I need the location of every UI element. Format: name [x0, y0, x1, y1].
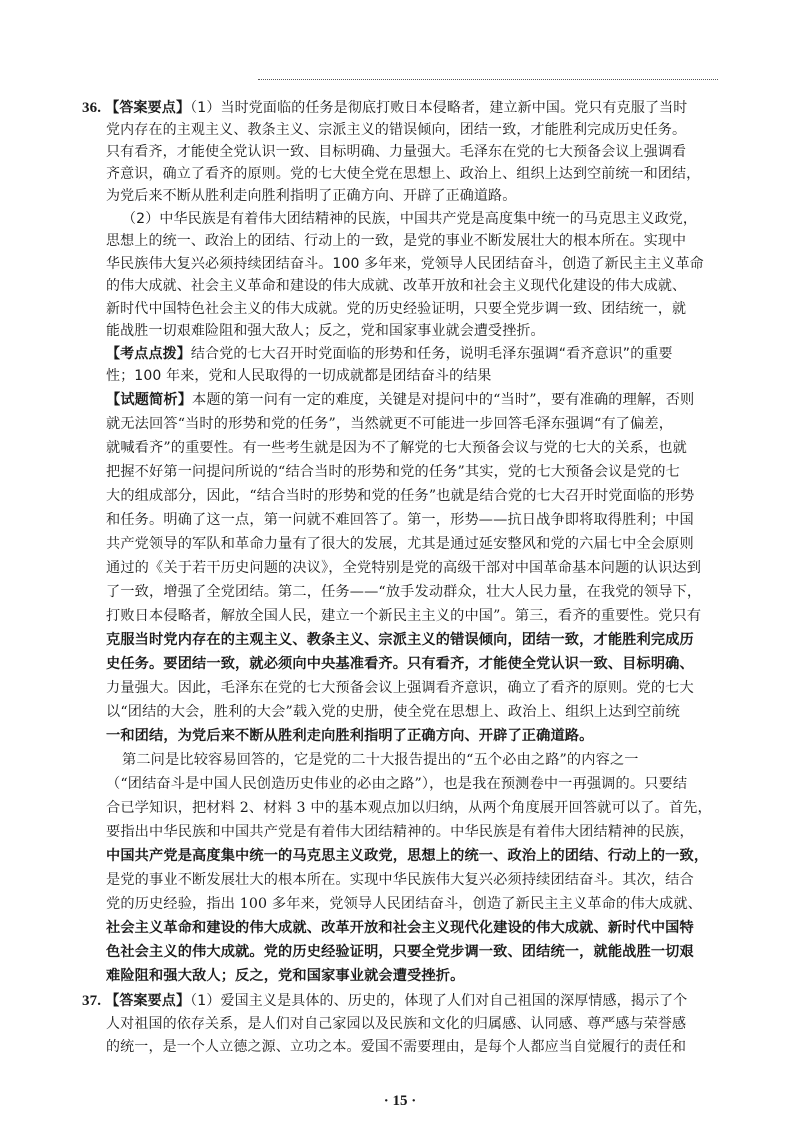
q36-answer-line: 新时代中国特色社会主义的伟大成就。党的历史经验证明，只要全党步调一致、团结统一，就 [106, 301, 687, 317]
q36-analysis-line: （“团结奋斗是中国人民创造历史伟业的必由之路”），也是我在预测卷中一再强调的。只要结 [106, 776, 688, 792]
q36-answer-line: 能战胜一切艰难险阻和强大敌人；反之，党和国家事业就会遭受挫折。 [106, 323, 545, 339]
q36-analysis-line: 打败日本侵略者，解放全国人民，建立一个新民主主义的中国”。第三，看齐的重要性。党只有 [106, 608, 702, 624]
q36-point-line-1: 【考点点拨】结合党的七大召开时党面临的形势和任务，说明毛泽东强调“看齐意识”的重要 [106, 346, 673, 362]
question-number: 36. [82, 100, 102, 116]
q36-analysis-line: 以“团结的大会，胜利的大会”载入党的史册，使全党在思想上、政治上、组织上达到空前统 [106, 704, 680, 720]
q36-analysis-line: 通过的《关于若干历史问题的决议》，全党特别是党的高级干部对中国革命基本问题的认识达到 [106, 560, 702, 576]
q36-answer-line: 只有看齐，才能使全党认识一致、目标明确、力量强大。毛泽东在党的七大预备会议上强调看 [106, 144, 687, 160]
q36-analysis-line: 一和团结，为党后来不断从胜利走向胜利指明了正确方向、开辟了正确道路。 [106, 728, 594, 744]
q36-analysis-line: 了一致，增强了全党团结。第二，任务——“放手发动群众，壮大人民力量，在我党的领导下， [106, 584, 702, 600]
q37-answer-line: 的统一，是一个人立德之源、立功之本。爱国不需要理由，是每个人都应当自觉履行的责任和 [106, 1039, 687, 1055]
page-number: · 15 · [383, 1093, 417, 1109]
q36-answer-line-1: 36. 【答案要点】（1）当时党面临的任务是彻底打败日本侵略者，建立新中国。党只有克服了当时 [82, 100, 688, 116]
q36-analysis-line: 党的历史经验，指出 100 多年来，党领导人民团结奋斗，创造了新民主主义革命的伟大成就、 [106, 896, 703, 912]
q36-answer-line: （2）中华民族是有着伟大团结精神的民族，中国共产党是高度集中统一的马克思主义政党， [122, 211, 698, 227]
q36-analysis-line: 共产党领导的军队和革命力量有了很大的发展，尤其是通过延安整风和党的六届七中全会原则 [106, 536, 694, 552]
answer-tag: 【答案要点】 [105, 993, 191, 1009]
question-number: 37. [82, 993, 102, 1009]
q36-analysis-line: 要指出中华民族和中国共产党是有着伟大团结精神的。中华民族是有着伟大团结精神的民族， [106, 824, 694, 840]
q36-answer-line: 华民族伟大复兴必须持续团结奋斗。100 多年来，党领导人民团结奋斗，创造了新民主主义革命 [106, 256, 704, 272]
q36-analysis-line: 克服当时党内存在的主观主义、教条主义、宗派主义的错误倾向，团结一致，才能胜利完成历 [106, 632, 694, 648]
q37-answer-line-1: 37. 【答案要点】（1）爱国主义是具体的、历史的，体现了人们对自己祖国的深厚情感，揭示了个 [82, 993, 688, 1009]
header-dotted-rule [258, 79, 718, 80]
analysis-tag: 【试题简析】 [106, 392, 193, 408]
q36-answer-line: 的伟大成就、社会主义革命和建设的伟大成就、改革开放和社会主义现代化建设的伟大成就、 [106, 278, 687, 294]
q36-analysis-line: 就无法回答“当时的形势和党的任务”，当然就更不可能进一步回答毛泽东强调“有了偏差， [106, 416, 674, 432]
q36-analysis-line: 难险阻和强大敌人；反之，党和国家事业就会遭受挫折。 [106, 968, 465, 984]
answer-tag: 【答案要点】 [105, 100, 191, 116]
q36-analysis-line: 第二问是比较容易回答的，它是党的二十大报告提出的“五个必由之路”的内容之一 [122, 752, 639, 768]
q37-answer-line: 人对祖国的依存关系，是人们对自己家园以及民族和文化的归属感、认同感、尊严感与荣誉感 [106, 1016, 687, 1032]
q36-point-line: 性；100 年来，党和人民取得的一切成就都是团结奋斗的结果 [106, 368, 492, 384]
q36-analysis-line: 力量强大。因此，毛泽东在党的七大预备会议上强调看齐意识，确立了看齐的原则。党的七大 [106, 680, 694, 696]
q36-answer-line: 党内存在的主观主义、教条主义、宗派主义的错误倾向，团结一致，才能胜利完成历史任务。 [106, 122, 687, 138]
q36-answer-line: 为党后来不断从胜利走向胜利指明了正确方向、开辟了正确道路。 [106, 188, 517, 204]
q36-analysis-line: 史任务。要团结一致，就必须向中央基准看齐。只有看齐，才能使全党认识一致、目标明确、 [106, 656, 694, 672]
q36-analysis-line: 就喊看齐”的重要性。有一些考生就是因为不了解党的七大预备会议与党的七大的关系，也就 [106, 440, 687, 456]
point-tag: 【考点点拨】 [106, 346, 191, 362]
q36-analysis-line: 和任务。明确了这一点，第一问就不难回答了。第一，形势——抗日战争即将取得胜利；中国 [106, 512, 694, 528]
q36-analysis-line: 社会主义革命和建设的伟大成就、改革开放和社会主义现代化建设的伟大成就、新时代中国特 [106, 920, 694, 936]
q36-analysis-line: 中国共产党是高度集中统一的马克思主义政党，思想上的统一、政治上的团结、行动上的一致， [106, 848, 709, 864]
q36-analysis-line: 大的组成部分，因此，“结合当时的形势和党的任务”也就是结合党的七大召开时党面临的形势 [106, 488, 695, 504]
q36-analysis-line: 把握不好第一问提问所说的“结合当时的形势和党的任务”其实，党的七大预备会议是党的七 [106, 464, 680, 480]
q36-analysis-line-1: 【试题简析】本题的第一问有一定的难度，关键是对提问中的“当时”，要有准确的理解，否则 [106, 392, 695, 408]
q36-analysis-line: 是党的事业不断发展壮大的根本所在。实现中华民族伟大复兴必须持续团结奋斗。其次，结合 [106, 872, 694, 888]
q36-answer-line: 齐意识，确立了看齐的原则。党的七大使全党在思想上、政治上、组织上达到空前统一和团结， [106, 166, 701, 182]
q36-answer-line: 思想上的统一、政治上的团结、行动上的一致，是党的事业不断发展壮大的根本所在。实现中 [106, 233, 687, 249]
q36-analysis-line: 合已学知识，把材料 2、材料 3 中的基本观点加以归纳，从两个角度展开回答就可以了。首先， [106, 800, 712, 816]
q36-analysis-line: 色社会主义的伟大成就。党的历史经验证明，只要全党步调一致、团结统一，就能战胜一切艰 [106, 944, 694, 960]
